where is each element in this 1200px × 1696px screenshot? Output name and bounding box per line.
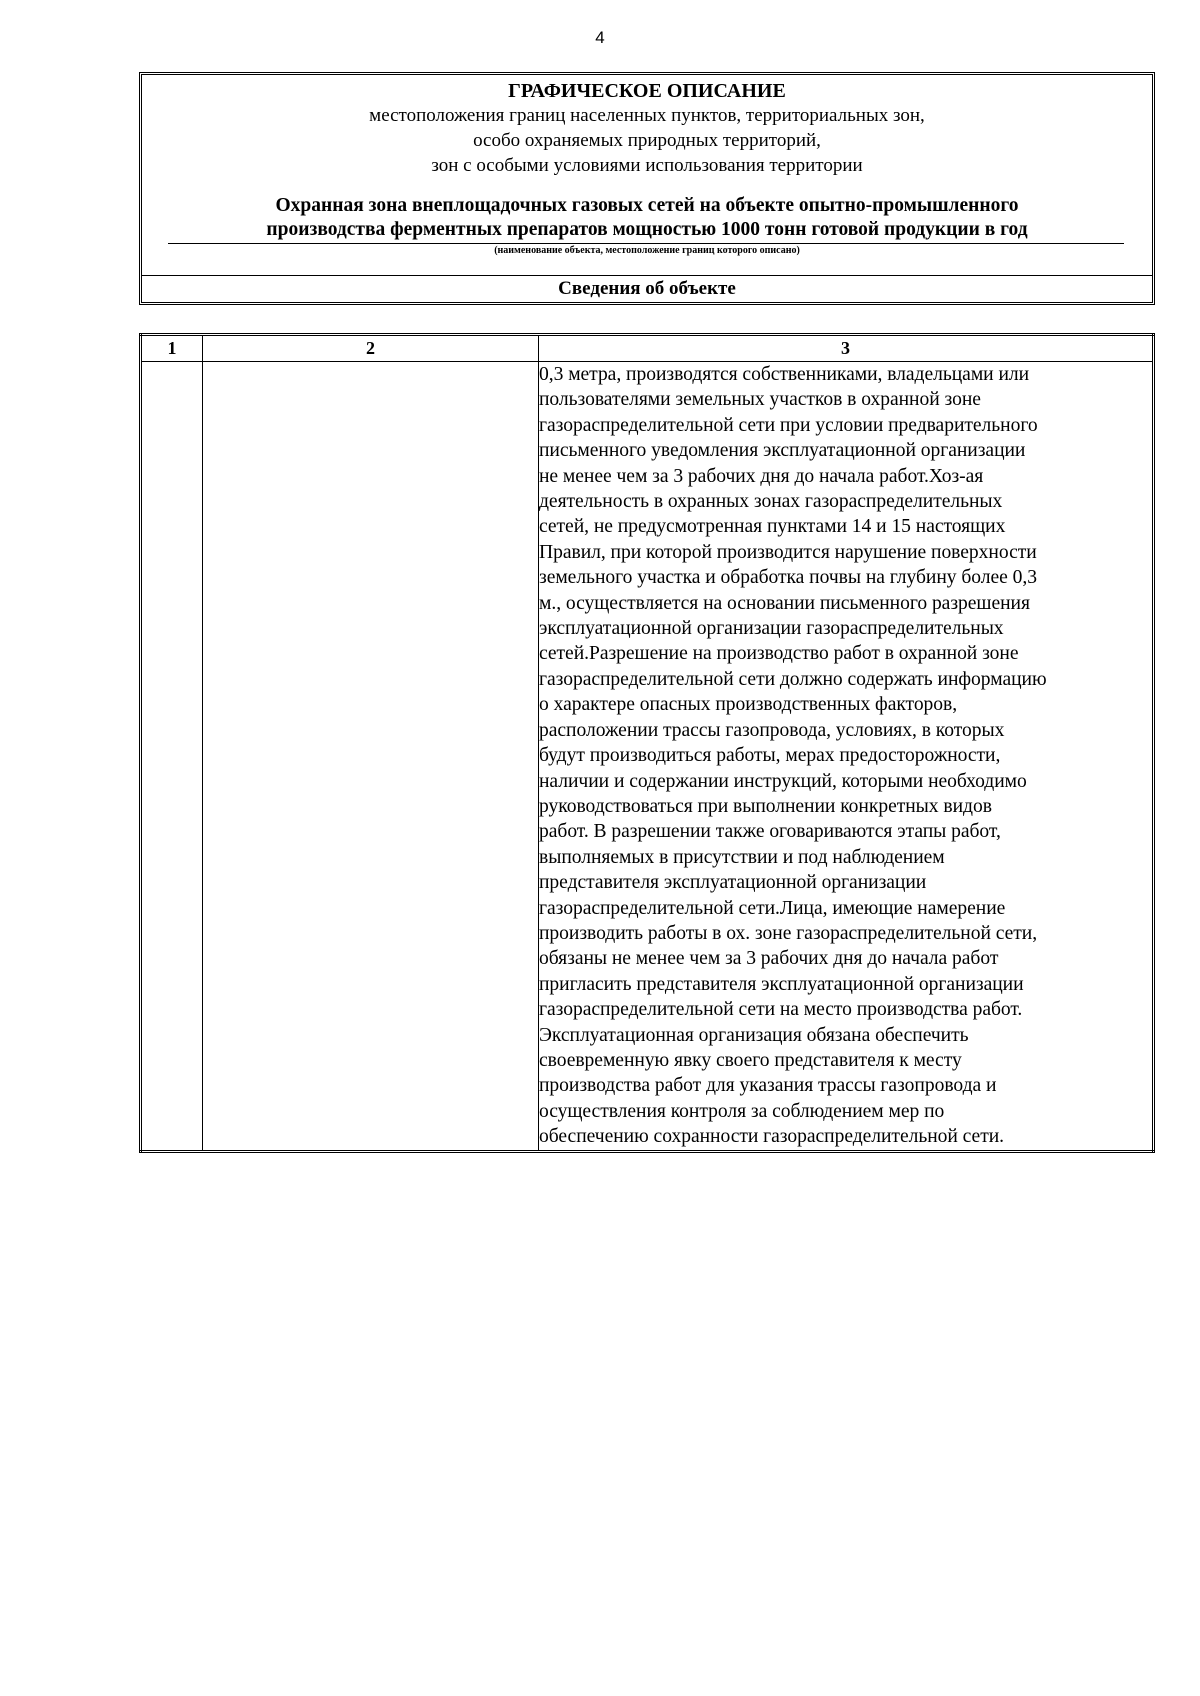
table-cell-col1	[141, 362, 203, 1152]
text-line: м., осуществляется на основании письменного разрешения	[539, 592, 1030, 614]
text-line: выполняемых в присутствии и под наблюдением	[539, 846, 945, 868]
text-line: деятельность в охранных зонах газораспределительных	[539, 491, 1003, 513]
text-line: сетей, не предусмотренная пунктами 14 и 15 настоящих	[539, 516, 1006, 538]
text-line: обеспечению сохранности газораспределительной сети.	[539, 1126, 1005, 1148]
subtitle-line: особо охраняемых природных территорий,	[473, 130, 821, 151]
header-title-block	[142, 75, 1152, 278]
text-line: газораспределительной сети при условии предварительного	[539, 414, 1038, 436]
text-line: Правил, при которой производится нарушение поверхности	[539, 541, 1037, 563]
text-line: руководствоваться при выполнении конкретных видов	[539, 795, 992, 817]
text-line: будут производиться работы, мерах предосторожности,	[539, 745, 1001, 767]
column-header-1: 1	[141, 335, 203, 362]
text-line: 0,3 метра, производятся собственниками, владельцами или	[539, 364, 1030, 385]
table-header-row	[141, 335, 1154, 362]
document-header	[139, 72, 1155, 305]
text-line: производства работ для указания трассы газопровода и	[539, 1075, 997, 1097]
text-line: работ. В разрешении также оговариваются этапы работ,	[539, 821, 1001, 843]
object-info-heading: Сведения об объекте	[142, 275, 1152, 302]
text-line: пригласить представителя эксплуатационной организации	[539, 973, 1024, 995]
text-line: газораспределительной сети на место производства работ.	[539, 999, 1023, 1021]
object-name	[142, 194, 1152, 242]
object-info-table	[139, 333, 1155, 1153]
text-line: Эксплуатационная организация обязана обеспечить	[539, 1024, 969, 1046]
table-cell-col2	[203, 362, 539, 1152]
table-row	[141, 362, 1154, 1152]
text-line: газораспределительной сети.Лица, имеющие намерение	[539, 897, 1006, 919]
text-line: наличии и содержании инструкций, которыми необходимо	[539, 770, 1027, 792]
document-title: ГРАФИЧЕСКОЕ ОПИСАНИЕ	[508, 80, 786, 102]
text-line: земельного участка и обработка почвы на глубину более 0,3	[539, 567, 1037, 589]
text-line: сетей.Разрешение на производство работ в охранной зоне	[539, 643, 1019, 665]
object-name-line: Охранная зона внеплощадочных газовых сетей на объекте опытно-промышленного	[275, 195, 1019, 216]
object-name-caption: (наименование объекта, местоположение границ которого описано)	[494, 245, 800, 256]
text-line: не менее чем за 3 рабочих дня до начала работ.Хоз-ая	[539, 465, 984, 487]
table-cell-col3	[539, 362, 1154, 1152]
text-line: расположении трассы газопровода, условиях, в которых	[539, 719, 1005, 741]
text-line: своевременную явку своего представителя к месту	[539, 1049, 962, 1071]
text-line: обязаны не менее чем за 3 рабочих дня до начала работ	[539, 948, 999, 970]
column-header-2: 2	[203, 335, 539, 362]
subtitle-line: местоположения границ населенных пунктов, территориальных зон,	[369, 105, 925, 126]
text-line: пользователями земельных участков в охранной зоне	[539, 389, 981, 411]
column-header-3: 3	[539, 335, 1154, 362]
text-line: эксплуатационной организации газораспределительных	[539, 618, 1004, 640]
text-line: представителя эксплуатационной организации	[539, 872, 927, 894]
text-line: производить работы в ох. зоне газораспределительной сети,	[539, 922, 1038, 944]
text-line: о характере опасных производственных факторов,	[539, 694, 958, 716]
text-line: письменного уведомления эксплуатационной организации	[539, 440, 1026, 462]
text-line: осуществления контроля за соблюдением мер по	[539, 1100, 945, 1122]
subtitle-line: зон с особыми условиями использования территории	[431, 155, 863, 176]
object-name-underline	[168, 243, 1124, 244]
page-number: 4	[595, 28, 605, 47]
text-line: газораспределительной сети должно содержать информацию	[539, 668, 1047, 690]
object-name-line: производства ферментных препаратов мощностью 1000 тонн готовой продукции в год	[266, 219, 1028, 240]
